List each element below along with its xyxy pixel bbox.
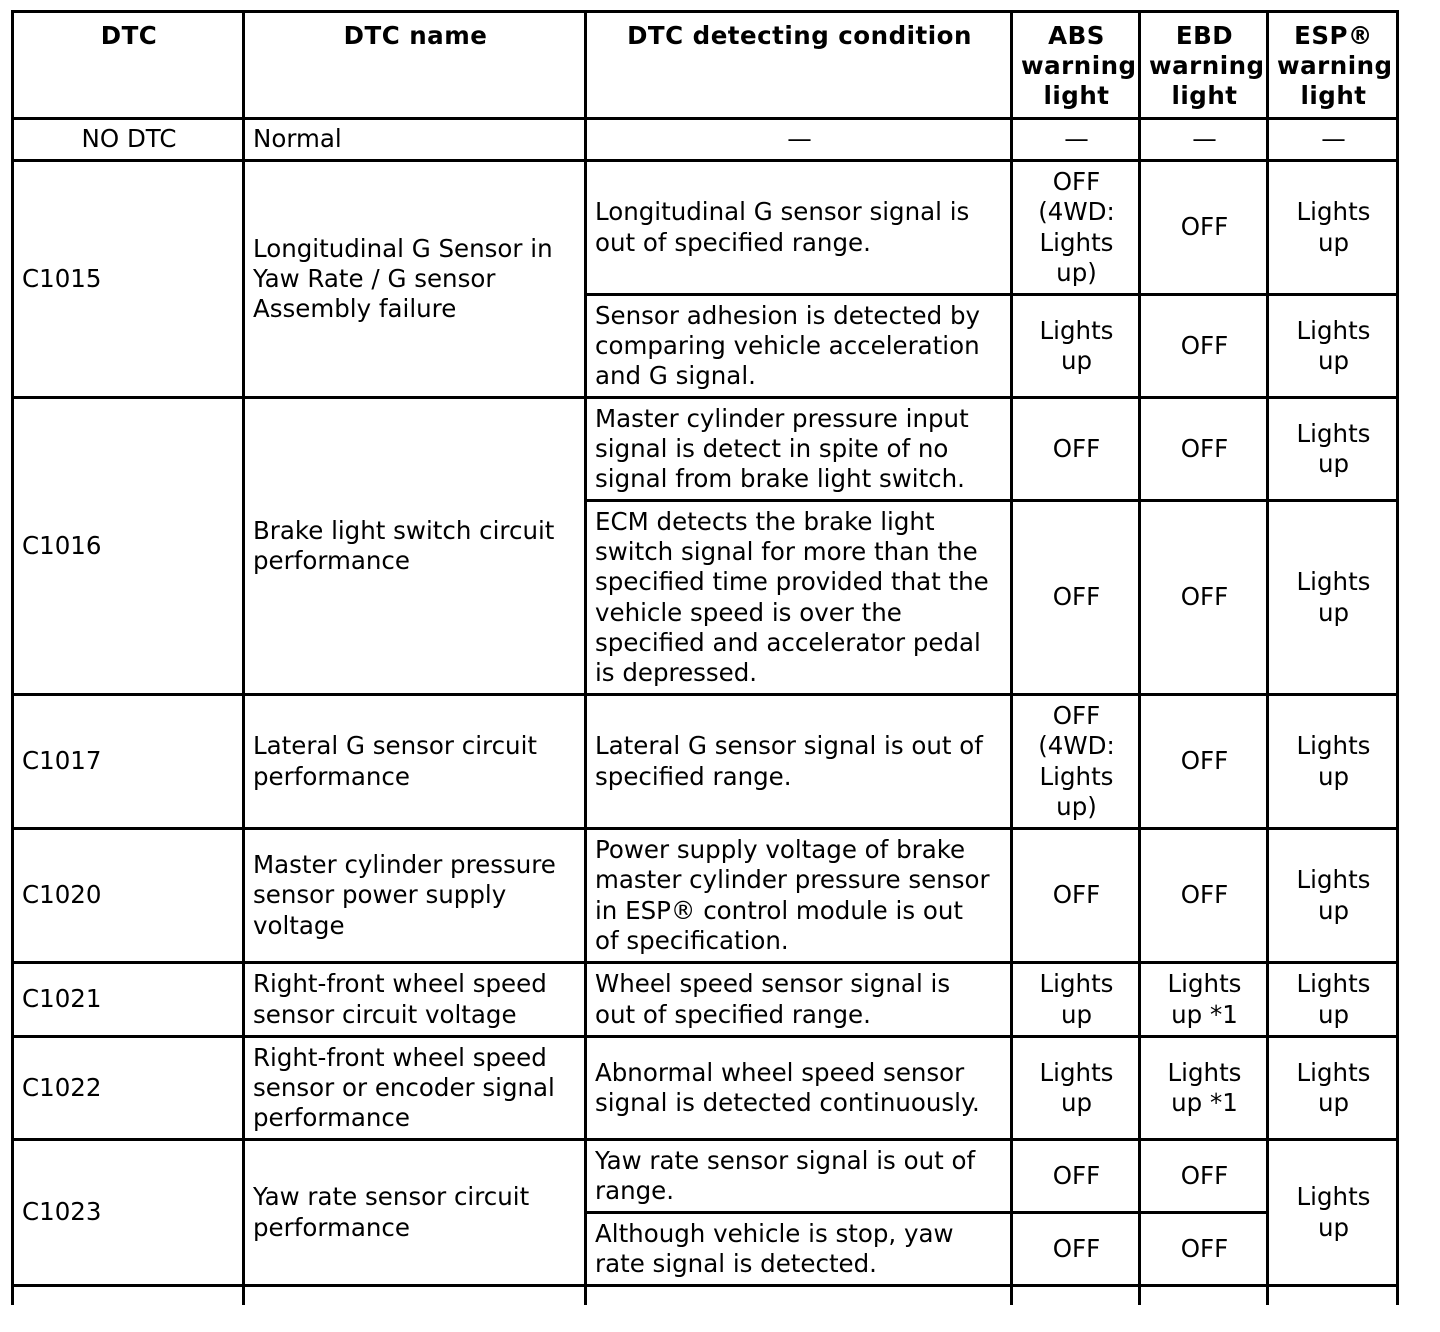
condition-cell bbox=[586, 695, 1012, 829]
table-row bbox=[13, 398, 1398, 501]
ebd-cell bbox=[1140, 1037, 1268, 1140]
condition-line: specified and accelerator pedal bbox=[595, 627, 981, 657]
esp-cell bbox=[1268, 398, 1398, 501]
partial-cell bbox=[1012, 1286, 1140, 1305]
condition-line: Yaw rate sensor signal is out of bbox=[595, 1145, 976, 1175]
esp-cell bbox=[1268, 295, 1398, 398]
abs-cell: — bbox=[1012, 119, 1140, 161]
partial-cell bbox=[1140, 1286, 1268, 1305]
ebd-cell: OFF bbox=[1140, 829, 1268, 963]
condition-line: rate signal is detected. bbox=[595, 1249, 877, 1278]
dtc-table bbox=[11, 10, 1399, 1305]
header-abs-line: light bbox=[1043, 81, 1110, 111]
dtc-name-line: Longitudinal G Sensor in bbox=[253, 233, 553, 263]
table-row bbox=[13, 1140, 1398, 1213]
ebd-cell: OFF bbox=[1140, 161, 1268, 295]
ebd-cell: OFF bbox=[1140, 398, 1268, 501]
esp-line: Lights bbox=[1296, 315, 1371, 345]
abs-cell: OFF bbox=[1012, 398, 1140, 501]
ebd-line: Lights bbox=[1167, 1057, 1242, 1087]
abs-line: up bbox=[1060, 999, 1093, 1029]
esp-line: Lights bbox=[1296, 865, 1371, 895]
condition-line: Sensor adhesion is detected by bbox=[595, 300, 981, 330]
esp-line: up bbox=[1317, 1088, 1350, 1117]
abs-line: Lights bbox=[1039, 315, 1114, 345]
dtc-name-line: Right-front wheel speed bbox=[253, 1042, 547, 1072]
condition-line: master cylinder pressure sensor bbox=[595, 865, 990, 895]
header-ebd-line: EBD bbox=[1175, 21, 1234, 50]
condition-line: is depressed. bbox=[595, 657, 758, 687]
dtc-name-cell: Normal bbox=[244, 119, 586, 161]
header-condition bbox=[586, 12, 1012, 119]
condition-cell bbox=[586, 1037, 1012, 1140]
condition-cell bbox=[586, 501, 1012, 695]
header-dtc-text: DTC bbox=[100, 21, 158, 50]
abs-line: (4WD: bbox=[1038, 731, 1115, 761]
dtc-name-cell bbox=[244, 161, 586, 398]
partial-cell bbox=[244, 1286, 586, 1305]
condition-line: out of specified range. bbox=[595, 999, 871, 1029]
header-dtc bbox=[13, 12, 244, 119]
abs-line: up bbox=[1060, 1088, 1093, 1117]
abs-line: (4WD: bbox=[1038, 197, 1115, 227]
abs-cell: OFF bbox=[1012, 1140, 1140, 1213]
dtc-name-cell bbox=[244, 695, 586, 829]
dtc-name-line: performance bbox=[253, 761, 410, 791]
dtc-code-cell: C1021 bbox=[13, 963, 244, 1037]
abs-line: up) bbox=[1056, 791, 1097, 821]
header-abs-line: ABS bbox=[1048, 21, 1105, 50]
abs-line: OFF bbox=[1052, 701, 1101, 731]
ebd-cell: OFF bbox=[1140, 695, 1268, 829]
partial-cell bbox=[13, 1286, 244, 1305]
condition-line: Lateral G sensor signal is out of bbox=[595, 731, 983, 761]
abs-cell bbox=[1012, 161, 1140, 295]
table-row bbox=[13, 161, 1398, 295]
esp-line: up bbox=[1317, 1212, 1350, 1242]
dtc-name-cell bbox=[244, 398, 586, 695]
table-row bbox=[13, 695, 1398, 829]
table-row-partial bbox=[13, 1286, 1398, 1305]
condition-line: ECM detects the brake light bbox=[595, 506, 935, 536]
esp-cell bbox=[1268, 501, 1398, 695]
abs-line: up) bbox=[1056, 257, 1097, 287]
dtc-code-cell: C1016 bbox=[13, 398, 244, 695]
condition-cell bbox=[586, 1213, 1012, 1286]
abs-line: Lights bbox=[1039, 761, 1114, 791]
condition-line: specified range. bbox=[595, 761, 792, 791]
abs-cell bbox=[1012, 695, 1140, 829]
dtc-name-line: performance bbox=[253, 1212, 410, 1242]
esp-cell bbox=[1268, 963, 1398, 1037]
header-ebd-line: light bbox=[1171, 81, 1238, 111]
abs-line: up bbox=[1060, 346, 1093, 375]
dtc-name-line: sensor power supply bbox=[253, 880, 507, 910]
condition-line: and G signal. bbox=[595, 361, 756, 391]
dtc-name-line: Lateral G sensor circuit bbox=[253, 731, 537, 761]
esp-line: up bbox=[1317, 449, 1350, 478]
esp-line: up bbox=[1317, 597, 1350, 627]
dtc-name-cell bbox=[244, 1037, 586, 1140]
abs-line: OFF bbox=[1052, 167, 1101, 197]
dtc-name-line: Yaw rate sensor circuit bbox=[253, 1182, 530, 1212]
ebd-cell: — bbox=[1140, 119, 1268, 161]
ebd-line: up *1 bbox=[1171, 1088, 1238, 1117]
table-row bbox=[13, 1037, 1398, 1140]
condition-cell bbox=[586, 963, 1012, 1037]
abs-cell bbox=[1012, 963, 1140, 1037]
header-esp bbox=[1268, 12, 1398, 119]
header-ebd-line: warning bbox=[1149, 51, 1265, 81]
header-condition-text: DTC detecting condition bbox=[627, 21, 972, 50]
header-abs bbox=[1012, 12, 1140, 119]
condition-line: vehicle speed is over the bbox=[595, 597, 902, 627]
condition-line: Longitudinal G sensor signal is bbox=[595, 197, 970, 227]
partial-cell bbox=[586, 1286, 1012, 1305]
condition-line: Although vehicle is stop, yaw bbox=[595, 1218, 954, 1248]
dtc-name-line: sensor or encoder signal bbox=[253, 1072, 555, 1102]
condition-cell bbox=[586, 161, 1012, 295]
condition-line: Power supply voltage of brake bbox=[595, 835, 966, 865]
esp-cell: — bbox=[1268, 119, 1398, 161]
abs-cell: OFF bbox=[1012, 501, 1140, 695]
esp-line: Lights bbox=[1296, 418, 1371, 448]
condition-line: Abnormal wheel speed sensor bbox=[595, 1057, 965, 1087]
dtc-code-cell: C1022 bbox=[13, 1037, 244, 1140]
condition-line: in ESP® control module is out bbox=[595, 895, 964, 925]
esp-line: Lights bbox=[1296, 731, 1371, 761]
abs-cell bbox=[1012, 295, 1140, 398]
condition-line: signal is detected continuously. bbox=[595, 1088, 980, 1117]
condition-line: signal from brake light switch. bbox=[595, 464, 965, 494]
header-esp-line: ESP® bbox=[1294, 21, 1373, 50]
dtc-name-line: Assembly failure bbox=[253, 294, 457, 324]
header-dtc-name bbox=[244, 12, 586, 119]
dtc-name-line: voltage bbox=[253, 910, 345, 940]
esp-line: up bbox=[1317, 761, 1350, 791]
table-header-row bbox=[13, 12, 1398, 119]
esp-line: Lights bbox=[1296, 197, 1371, 227]
esp-line: up bbox=[1317, 227, 1350, 257]
abs-line: Lights bbox=[1039, 969, 1114, 999]
dtc-code-cell: C1020 bbox=[13, 829, 244, 963]
ebd-cell: OFF bbox=[1140, 1213, 1268, 1286]
ebd-cell: OFF bbox=[1140, 1140, 1268, 1213]
condition-line: range. bbox=[595, 1176, 675, 1205]
abs-cell: OFF bbox=[1012, 1213, 1140, 1286]
dtc-name-cell bbox=[244, 1140, 586, 1286]
esp-line: up bbox=[1317, 346, 1350, 375]
esp-line: Lights bbox=[1296, 567, 1371, 597]
condition-line: Master cylinder pressure input bbox=[595, 403, 969, 433]
dtc-name-line: Brake light switch circuit bbox=[253, 515, 555, 545]
esp-line: up bbox=[1317, 999, 1350, 1029]
condition-line: specified time provided that the bbox=[595, 567, 989, 597]
dtc-name-line: sensor circuit voltage bbox=[253, 999, 517, 1029]
condition-line: switch signal for more than the bbox=[595, 537, 978, 567]
header-esp-line: light bbox=[1300, 81, 1367, 111]
esp-line: Lights bbox=[1296, 1057, 1371, 1087]
table-row bbox=[13, 119, 1398, 161]
ebd-cell: OFF bbox=[1140, 501, 1268, 695]
dtc-code-cell: C1023 bbox=[13, 1140, 244, 1286]
ebd-cell: OFF bbox=[1140, 295, 1268, 398]
condition-line: comparing vehicle acceleration bbox=[595, 330, 980, 360]
condition-line: out of specified range. bbox=[595, 227, 871, 257]
esp-line: up bbox=[1317, 895, 1350, 925]
condition-line: Wheel speed sensor signal is bbox=[595, 969, 951, 999]
ebd-cell bbox=[1140, 963, 1268, 1037]
dtc-name-line: Right-front wheel speed bbox=[253, 969, 547, 999]
abs-cell bbox=[1012, 1037, 1140, 1140]
esp-line: Lights bbox=[1296, 1182, 1371, 1212]
dtc-name-cell bbox=[244, 829, 586, 963]
partial-cell bbox=[1268, 1286, 1398, 1305]
dtc-code-cell: NO DTC bbox=[13, 119, 244, 161]
dtc-code-cell: C1017 bbox=[13, 695, 244, 829]
ebd-line: Lights bbox=[1167, 969, 1242, 999]
ebd-line: up *1 bbox=[1171, 999, 1238, 1029]
esp-line: Lights bbox=[1296, 969, 1371, 999]
abs-cell: OFF bbox=[1012, 829, 1140, 963]
esp-cell bbox=[1268, 829, 1398, 963]
condition-cell bbox=[586, 295, 1012, 398]
condition-line: signal is detect in spite of no bbox=[595, 433, 949, 463]
esp-cell bbox=[1268, 1037, 1398, 1140]
dtc-name-line: Yaw Rate / G sensor bbox=[253, 263, 496, 293]
dtc-name-line: performance bbox=[253, 1103, 410, 1133]
dtc-name-line: Master cylinder pressure bbox=[253, 850, 556, 880]
header-ebd bbox=[1140, 12, 1268, 119]
esp-cell bbox=[1268, 695, 1398, 829]
condition-cell bbox=[586, 829, 1012, 963]
condition-line: of specification. bbox=[595, 925, 789, 955]
header-dtc-name-text: DTC name bbox=[343, 21, 488, 50]
abs-line: Lights bbox=[1039, 1057, 1114, 1087]
header-abs-line: warning bbox=[1021, 51, 1137, 81]
dtc-name-line: performance bbox=[253, 546, 410, 575]
header-esp-line: warning bbox=[1277, 51, 1393, 81]
esp-cell bbox=[1268, 161, 1398, 295]
table-row bbox=[13, 963, 1398, 1037]
abs-line: Lights bbox=[1039, 227, 1114, 257]
esp-cell bbox=[1268, 1140, 1398, 1286]
dtc-name-cell bbox=[244, 963, 586, 1037]
dtc-code-cell: C1015 bbox=[13, 161, 244, 398]
table-row bbox=[13, 829, 1398, 963]
condition-cell bbox=[586, 1140, 1012, 1213]
condition-cell: — bbox=[586, 119, 1012, 161]
condition-cell bbox=[586, 398, 1012, 501]
